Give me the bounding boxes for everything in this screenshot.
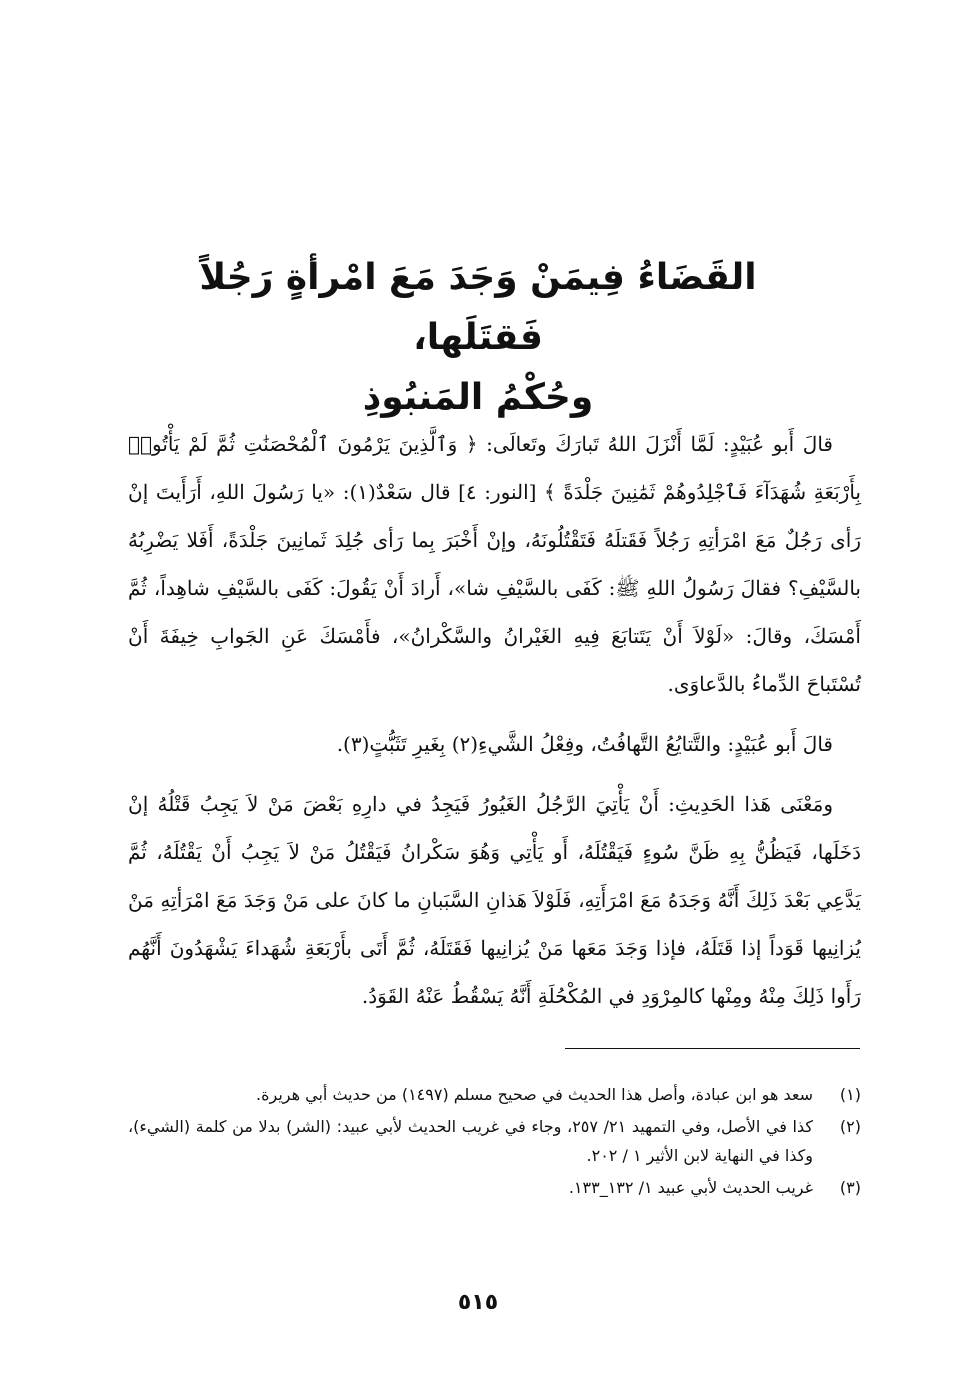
footnote-number: (٣): [839, 1178, 861, 1197]
footnote-separator: [565, 1048, 860, 1049]
footnote-item: [128, 1080, 861, 1109]
page-number: ٥١٥: [457, 1290, 499, 1315]
chapter-title: [130, 248, 826, 428]
footnote-number: (٢): [839, 1117, 861, 1136]
main-text: [128, 420, 861, 1032]
footnote-text: سعد هو ابن عبادة، وأصل هذا الحديث في صحيح مسلم (١٤٩٧) من حديث أبي هريرة.: [256, 1085, 813, 1104]
footnotes: [128, 1080, 861, 1205]
paragraph-meaning: ومَعْنَى هَذا الحَدِيثِ: أَنْ يَأْتِيَ الرَّجُلُ الغَيُورُ فَيَجِدُ في دارِهِ بَعْضَ مَنْ لاَ يَجِبُ قَتْلُهُ إنْ دَخَلَها، فَيَظُنُّ بِهِ ظَنَّ سُوءٍ فَيَقْتُلَهُ، أَو يَأْتِي وَهُوَ سَكْرانُ فَيَقْتُلُ مَنْ لاَ يَجِبُ أَنْ يَقْتُلَهُ، ثُمَّ يَدَّعِي بَعْدَ ذَلِكَ أَنَّهُ وَجَدَهُ مَعَ امْرَأَتِهِ، فَلَوْلاَ هَذانِ السَّبَبانِ ما كانَ على مَنْ وَجَدَ مَعَ امْرَأتِهِ مَنْ يُزانِيها قَوَداً إذا قَتَلَهُ، فإذا وَجَدَ مَعَها مَنْ يُزانِيها فَقَتَلَهُ، ثُمَّ أَتَى بأَرْبَعَةِ شُهَداءَ يَشْهَدُونَ أَنَّهُم رَأَوا ذَلِكَ مِنْهُ ومِنْها كالمِرْوَدِ في المُكْحُلَةِ أَنَّهُ يَسْقُطُ عَنْهُ القَوَدُ.: [128, 792, 861, 1008]
chapter-title-line-2: وحُكْمُ المَنبُوذِ: [362, 377, 594, 418]
footnote-item: [128, 1173, 861, 1202]
footnote-text: غريب الحديث لأبي عبيد ١/ ١٣٢_١٣٣.: [568, 1178, 813, 1197]
footnote-text: كذا في الأصل، وفي التمهيد ٢١/ ٢٥٧، وجاء في غريب الحديث لأبي عبيد: (الشر) بدلا من كلمة (الشيء)، وكذا في النهاية لابن الأثير ١ / ٢٠٢.: [128, 1117, 814, 1165]
footnote-item: [128, 1112, 861, 1170]
chapter-title-line-1: القَضَاءُ فِيمَنْ وَجَدَ مَعَ امْرأةٍ رَجُلاً فَقتَلَها،: [199, 257, 757, 358]
paragraph-definition: قالَ أَبو عُبَيْدٍ: والتَّتايُعُ التَّهافُتُ، وفِعْلُ الشَّيءِ(٢) بِغَيرِ تَثَبُّتٍ(٣).: [336, 732, 833, 756]
paragraph-abu-ubayd-hadith: قالَ أَبو عُبَيْدٍ: لَمَّا أَنْزَلَ اللهُ تَبارَكَ وتَعالَى: ﴿ وَٱلَّذِينَ يَرْمُونَ ٱلْمُحْصَنَٰتِ ثُمَّ لَمْ يَأْتُوا۟ بِأَرْبَعَةِ شُهَدَآءَ فَٱجْلِدُوهُمْ ثَمَٰنِينَ جَلْدَةً ﴾ [النور: ٤] قال سَعْدٌ(١): «يا رَسُولَ اللهِ، أَرَأَيتَ إنْ رَأى رَجُلٌ مَعَ امْرَأتِهِ رَجُلاً فَقَتلَهُ فَتَقْتُلُونَهُ، وإنْ أَخْبَرَ بِما رَأى جُلِدَ ثَمانِينَ جَلْدَةً، أَفَلا يَضْرِبُهُ بالسَّيْفِ؟ فقالَ رَسُولُ اللهِ ﷺ: كَفَى بالسَّيْفِ شا»، أَرادَ أَنْ يَقُولَ: كَفَى بالسَّيْفِ شاهِداً، ثُمَّ أَمْسَكَ، وقالَ: «لَوْلاَ أَنْ يَتَتابَعَ فِيهِ الغَيْرانُ والسَّكْرانُ»، فأَمْسَكَ عَنِ الجَوابِ خِيفَةَ أَنْ تُسْتَباحَ الدِّماءُ بالدَّعاوَى.: [128, 432, 861, 696]
footnote-number: (١): [839, 1085, 861, 1104]
